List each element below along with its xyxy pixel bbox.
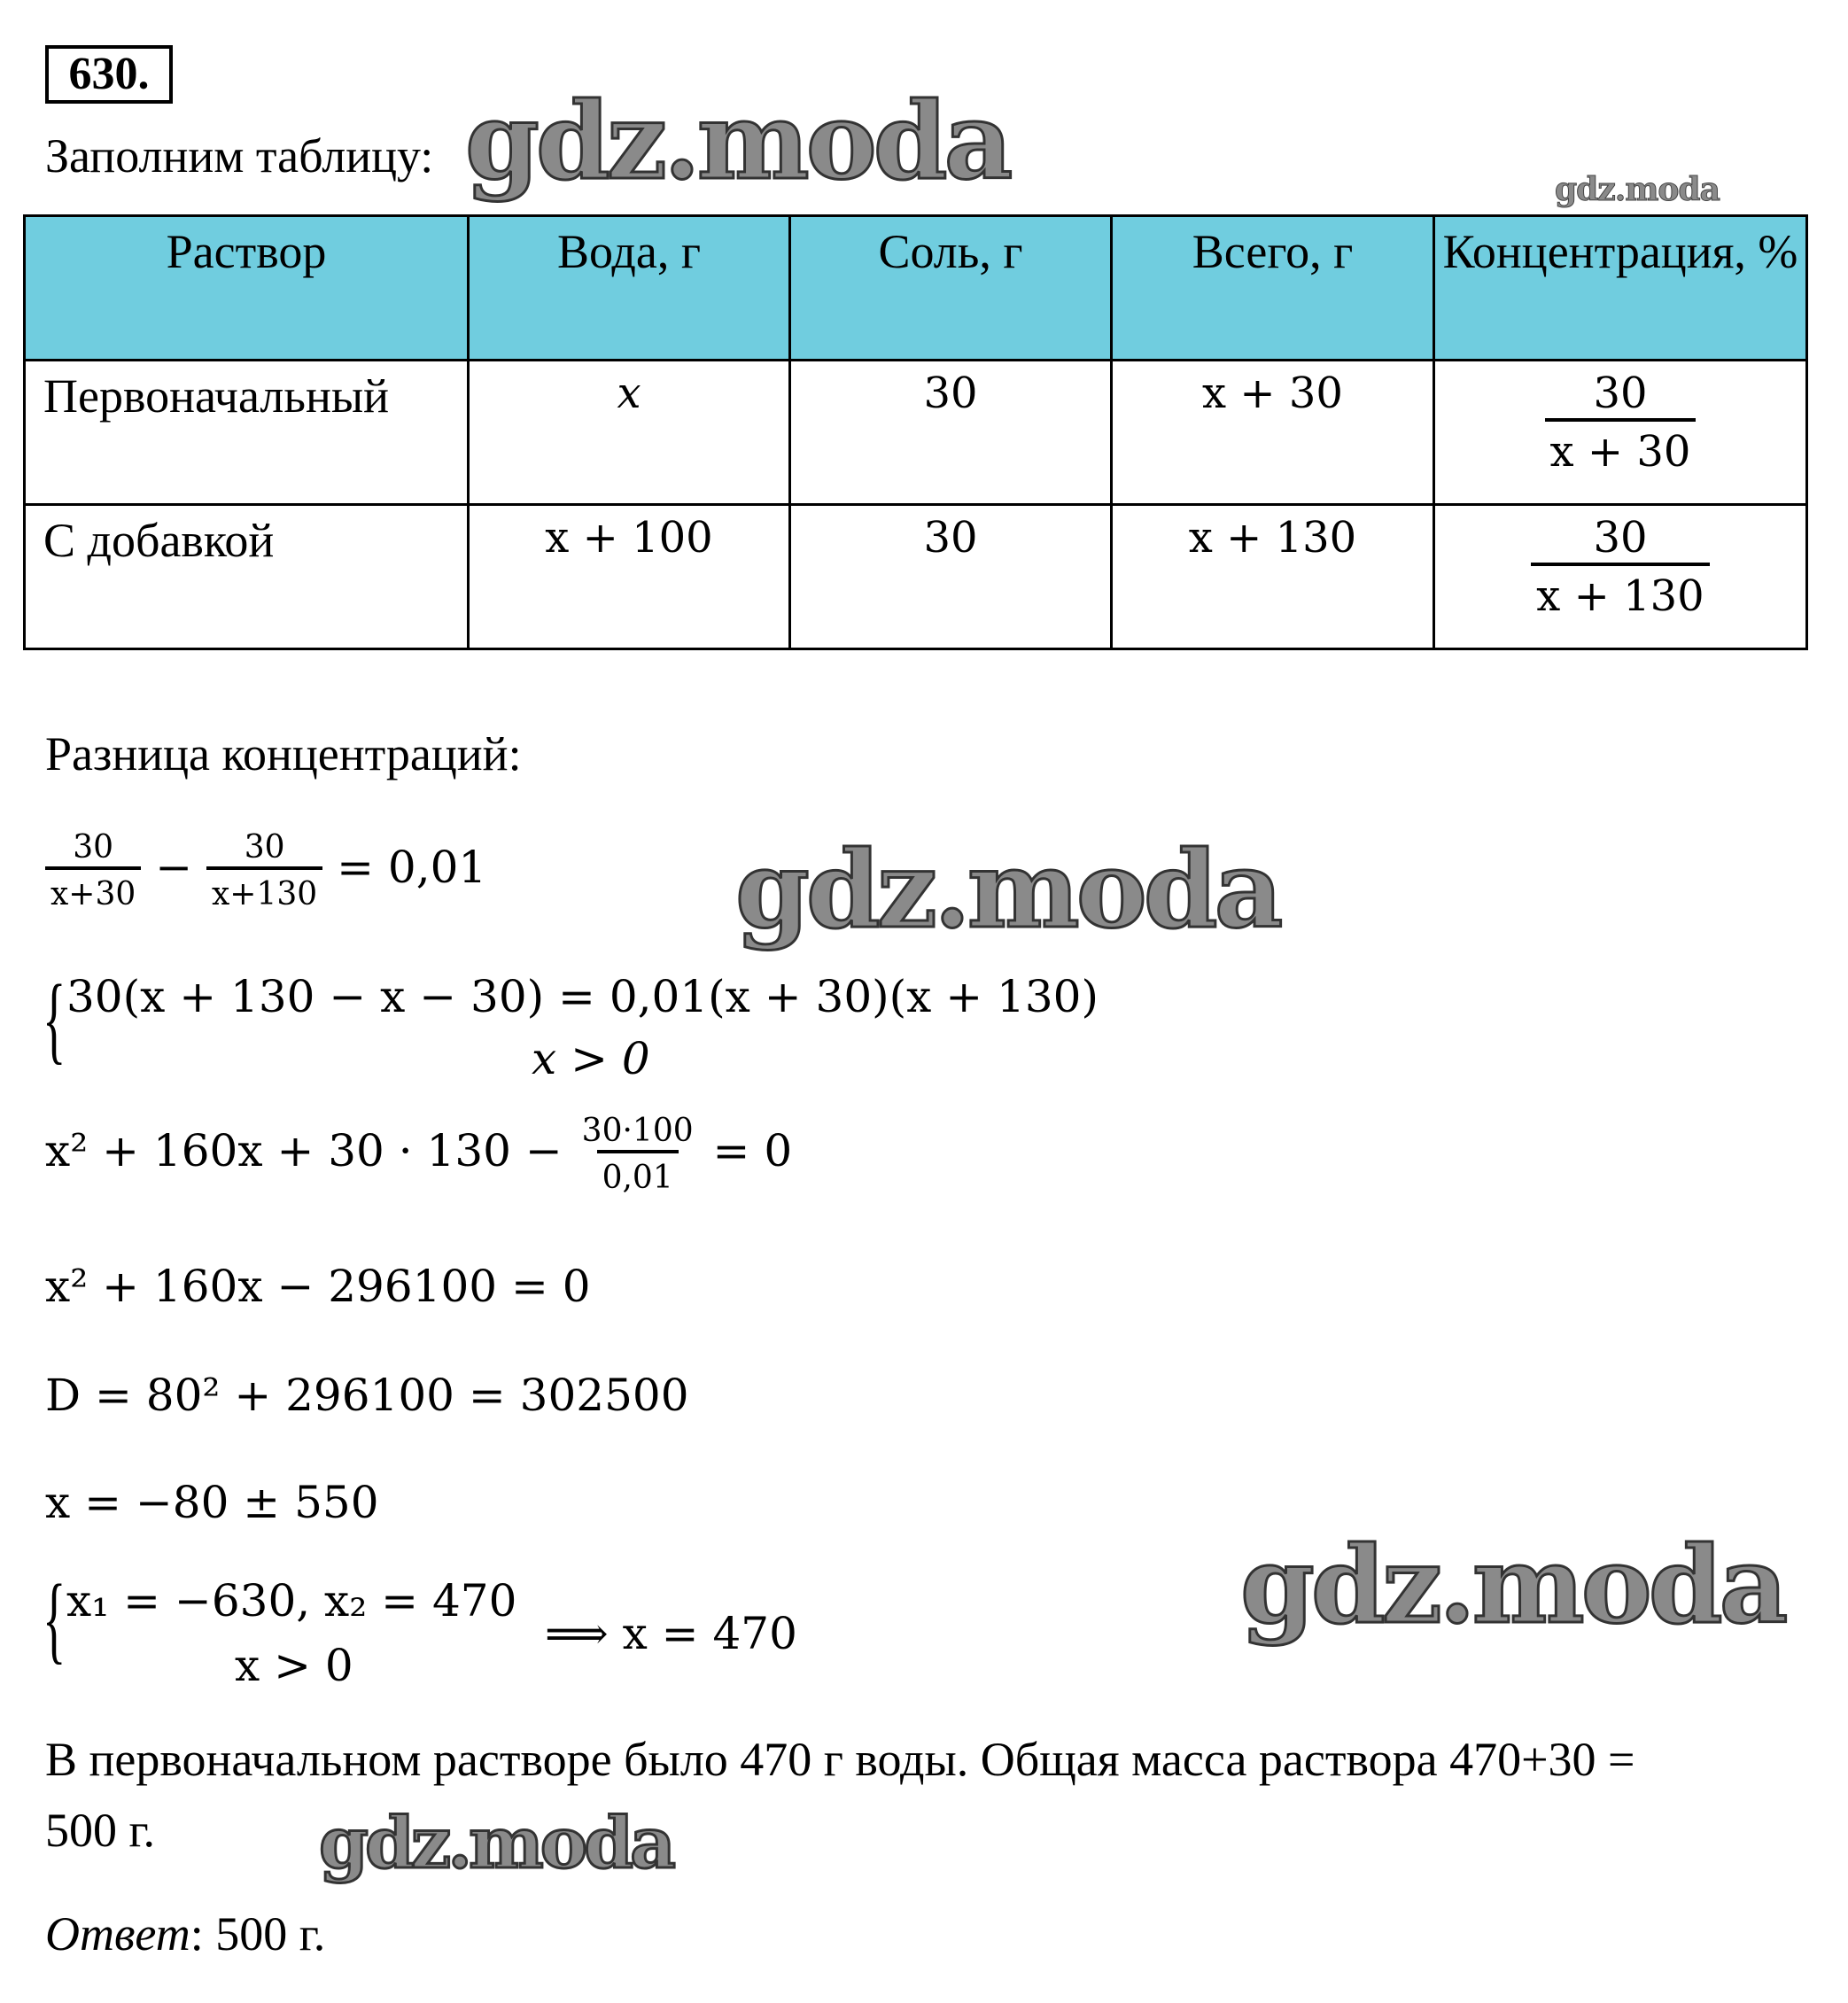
cell-name: Первоначальный bbox=[25, 361, 469, 505]
frac-den: 0,01 bbox=[597, 1150, 679, 1197]
cell-total: x + 130 bbox=[1112, 505, 1434, 649]
cell-total: x + 30 bbox=[1112, 361, 1434, 505]
system-2-result: ⟹ x = 470 bbox=[545, 1608, 797, 1659]
minus-sign: − bbox=[155, 842, 193, 894]
watermark: gdz.moda bbox=[735, 827, 1280, 952]
frac-den: x + 30 bbox=[1545, 418, 1697, 477]
system-2-line-2: x > 0 bbox=[235, 1640, 353, 1691]
answer bbox=[45, 1906, 325, 1961]
cell-concentration bbox=[1434, 361, 1807, 505]
conclusion-text: В первоначальном растворе было 470 г воды. Общая масса раствора 470+30 = bbox=[45, 1733, 1635, 1786]
header-solution: Раствор bbox=[25, 216, 469, 361]
difference-label: Разница концентраций: bbox=[45, 727, 522, 780]
table-row bbox=[25, 361, 1807, 505]
equation-4: D = 80² + 296100 = 302500 bbox=[45, 1370, 689, 1421]
equation-5: x = −80 ± 550 bbox=[45, 1477, 379, 1528]
cell-water: x + 100 bbox=[469, 505, 790, 649]
answer-value: : 500 г. bbox=[190, 1907, 326, 1960]
header-salt: Соль, г bbox=[790, 216, 1112, 361]
watermark-small: gdz.moda bbox=[1555, 171, 1720, 208]
frac-num: 30 bbox=[1593, 369, 1648, 418]
equation-rhs: = 0,01 bbox=[337, 842, 487, 894]
frac-num: 30·100 bbox=[581, 1113, 694, 1149]
frac-den: x+30 bbox=[45, 866, 141, 913]
system-1-line-2: x > 0 bbox=[532, 1033, 650, 1084]
frac-den: x+130 bbox=[206, 866, 322, 913]
header-water: Вода, г bbox=[469, 216, 790, 361]
frac-num: 30 bbox=[244, 829, 285, 866]
system-brace: { bbox=[43, 965, 66, 1073]
cell-salt: 30 bbox=[790, 361, 1112, 505]
watermark: gdz.moda bbox=[465, 79, 1010, 204]
table-row bbox=[25, 505, 1807, 649]
equation-2 bbox=[45, 1112, 792, 1197]
frac-num: 30 bbox=[73, 829, 114, 866]
frac-den: x + 130 bbox=[1531, 563, 1709, 621]
equation-rhs: = 0 bbox=[712, 1125, 793, 1177]
cell-concentration bbox=[1434, 505, 1807, 649]
cell-water: x bbox=[469, 361, 790, 505]
system-brace: { bbox=[43, 1564, 66, 1673]
equation-lhs: x² + 160x + 30 · 130 − bbox=[45, 1125, 563, 1177]
system-1-line-1: 30(x + 130 − x − 30) = 0,01(x + 30)(x + 130) bbox=[66, 971, 1099, 1022]
header-concentration: Концентрация, % bbox=[1434, 216, 1807, 361]
equation-1 bbox=[45, 828, 486, 913]
cell-name: С добавкой bbox=[25, 505, 469, 649]
watermark: gdz.moda bbox=[1240, 1523, 1785, 1648]
cell-salt: 30 bbox=[790, 505, 1112, 649]
solution-table bbox=[23, 214, 1808, 650]
equation-3: x² + 160x − 296100 = 0 bbox=[45, 1261, 591, 1312]
watermark: gdz.moda bbox=[319, 1801, 672, 1884]
frac-num: 30 bbox=[1593, 513, 1648, 563]
conclusion-text-2: 500 г. bbox=[45, 1804, 156, 1857]
table-header-row bbox=[25, 216, 1807, 361]
problem-number: 630. bbox=[45, 45, 173, 104]
intro-text: Заполним таблицу: bbox=[45, 129, 434, 182]
header-total: Всего, г bbox=[1112, 216, 1434, 361]
system-2-line-1: x₁ = −630, x₂ = 470 bbox=[66, 1575, 517, 1626]
answer-label: Ответ bbox=[45, 1907, 190, 1960]
